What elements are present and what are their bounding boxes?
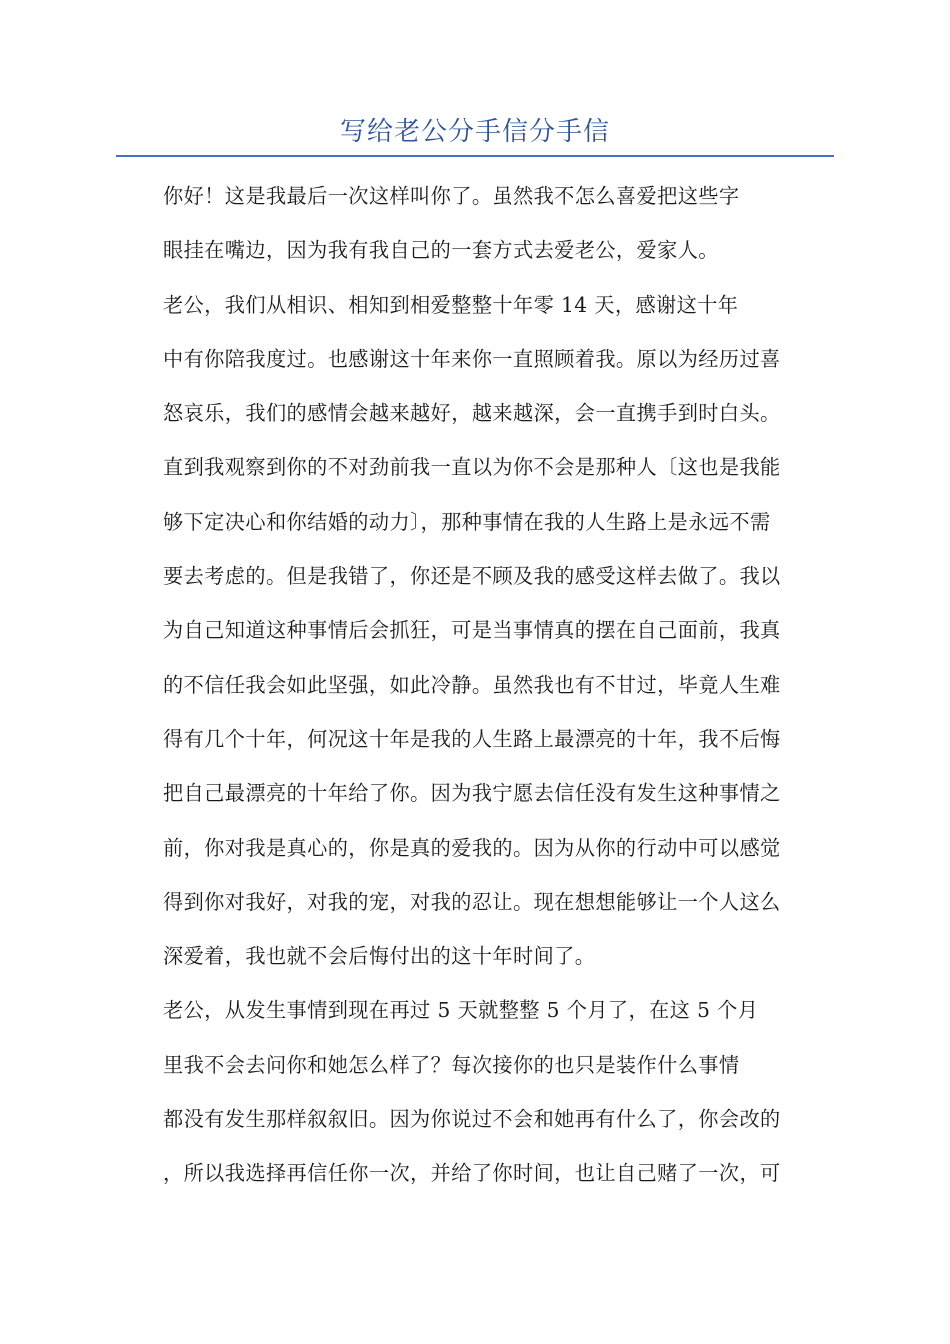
body-line: 直到我观察到你的不对劲前我一直以为你不会是那种人〔这也是我能 — [163, 455, 781, 480]
body-line: 怒哀乐，我们的感情会越来越好，越来越深，会一直携手到时白头。 — [163, 401, 781, 426]
body-line: 中有你陪我度过。也感谢这十年来你一直照顾着我。原以为经历过喜 — [163, 346, 781, 371]
body-line: 你好！这是我最后一次这样叫你了。虽然我不怎么喜爱把这些字 — [163, 184, 740, 208]
body-line: 深爱着，我也就不会后悔付出的这十年时间了。 — [163, 944, 596, 969]
title-underline — [116, 155, 834, 157]
body-line: 得有几个十年，何况这十年是我的人生路上最漂亮的十年，我不后悔 — [163, 726, 781, 751]
body-line: 的不信任我会如此坚强，如此冷静。虽然我也有不甘过，毕竟人生难 — [163, 672, 781, 697]
document-body — [163, 169, 843, 1201]
body-line: 得到你对我好，对我的宠，对我的忍让。现在想想能够让一个人这么 — [163, 889, 781, 914]
document-title: 写给老公分手信分手信 — [339, 117, 610, 147]
body-line: 眼挂在嘴边，因为我有我自己的一套方式去爱老公，爱家人。 — [163, 238, 719, 263]
body-line: 为自己知道这种事情后会抓狂，可是当事情真的摆在自己面前，我真 — [163, 618, 781, 643]
body-line: 前，你对我是真心的，你是真的爱我的。因为从你的行动中可以感觉 — [163, 835, 781, 860]
body-line: 要去考虑的。但是我错了，你还是不顾及我的感受这样去做了。我以 — [163, 564, 781, 589]
body-line: 老公，从发生事情到现在再过 5 天就整整 5 个月了，在这 5 个月 — [163, 998, 759, 1023]
body-line: 老公，我们从相识、相知到相爱整整十年零 14 天，感谢这十年 — [163, 292, 739, 317]
body-line: ，所以我选择再信任你一次，并给了你时间，也让自己赌了一次，可 — [163, 1161, 781, 1186]
body-line: 把自己最漂亮的十年给了你。因为我宁愿去信任没有发生这种事情之 — [163, 781, 781, 806]
body-line: 都没有发生那样叙叙旧。因为你说过不会和她再有什么了，你会改的 — [163, 1107, 781, 1132]
body-line: 够下定决心和你结婚的动力〕，那种事情在我的人生路上是永远不需 — [163, 509, 771, 534]
body-line: 里我不会去问你和她怎么样了？每次接你的也只是装作什么事情 — [163, 1052, 740, 1077]
